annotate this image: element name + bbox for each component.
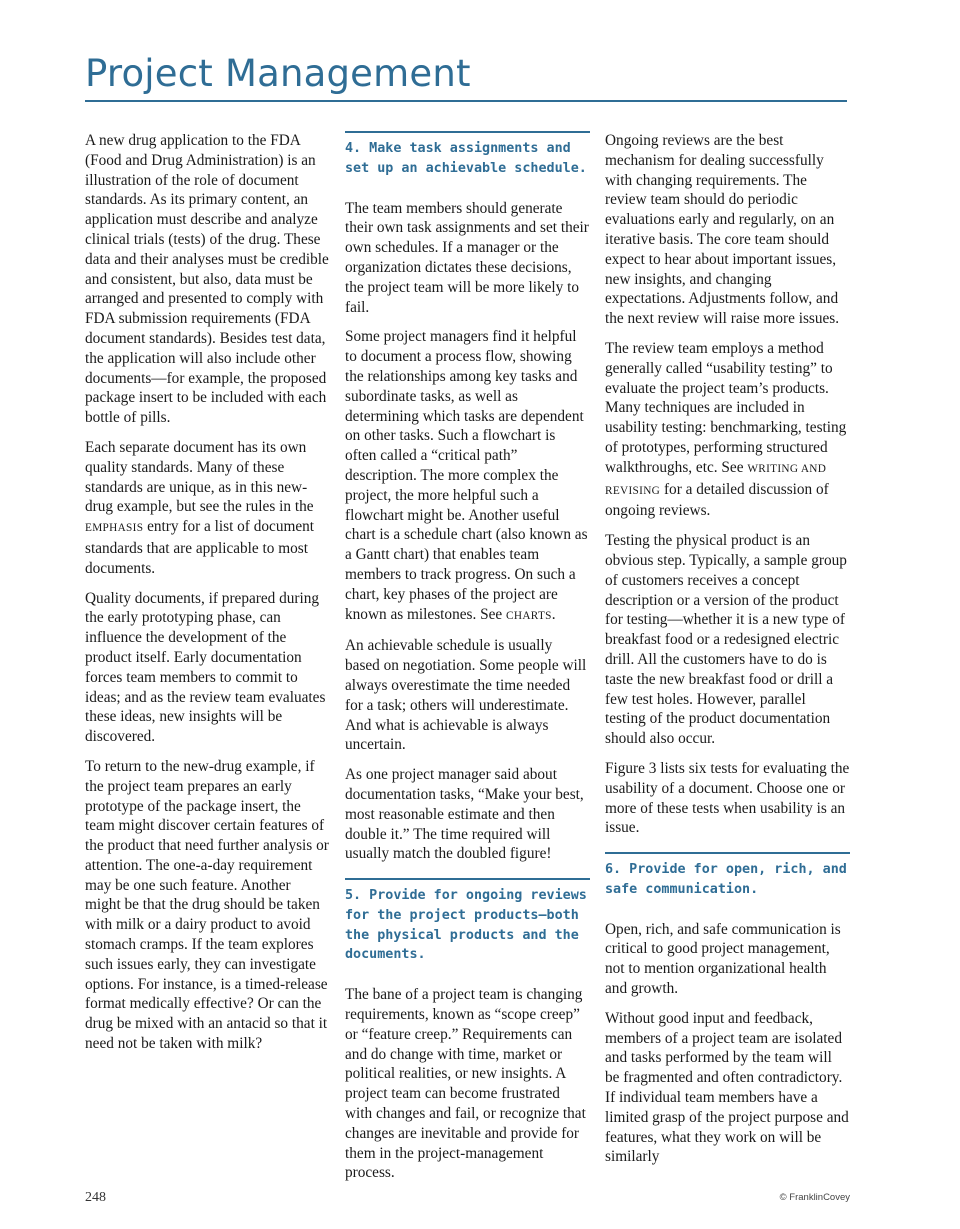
paragraph: An achievable schedule is usually based on negotiation. Some people will always overestimate the time needed for a task; others will underestimate. And what is achievable is always uncertain. <box>345 637 587 754</box>
title-rule <box>85 100 847 102</box>
paragraph: Figure 3 lists six tests for evaluating the usability of a document. Choose one or more of these tests when usability is an issue. <box>605 759 850 837</box>
cross-reference-writing-and-revising: WRITING AND REVISING <box>605 462 827 497</box>
paragraph: A new drug application to the FDA (Food and Drug Administration) is an illustration of the role of document standards. As its primary content, an application must describe and analyze clinical trials (tests) of the drug. These data and their analyses must be credible and consistent, but also, data must be arranged and presented to comply with FDA submission requirements (FDA document standards). Besides test data, the application will also include other documents—for example, the proposed package insert to be included with each bottle of pills. <box>85 132 329 427</box>
paragraph: The bane of a project team is changing requirements, known as “scope creep” or “feature creep.” Requirements can and do change with time, market or political realities, or new insights. A project team can become frustrated with changes and fail, or recognize that changes are inevitable and provide for them in the project-management process. <box>345 986 586 1182</box>
paragraph: Without good input and feedback, members of a project team are isolated and tasks performed by the team will be fragmented and often contradictory. If individual team members have a limited grasp of the project purpose and features, what they work on will be similarly <box>605 1009 849 1166</box>
paragraph-text: for a detailed discussion of ongoing reviews. <box>605 480 829 520</box>
page-title: Project Management <box>85 52 471 95</box>
paragraph: Open, rich, and safe communication is critical to good project management, not to mention organizational health and growth. <box>605 920 841 998</box>
paragraph: Testing the physical product is an obvious step. Typically, a sample group of customers receives a concept description or a version of the product for testing—whether it is a new type of breakfast food or a redesigned electric drill. All the customers have to do is taste the new breakfast food or drill a few test holes. However, parallel testing of the product documentation should also occur. <box>605 532 847 748</box>
section-rule <box>345 878 590 880</box>
paragraph: The team members should generate their own task assignments and set their own schedules. If a manager or the organization dictates these decisions, the project team will be more likely to fail. <box>345 199 589 316</box>
paragraph: To return to the new-drug example, if the project team prepares an early prototype of the package insert, the team might discover certain features of the product that need further analysis or attention. The one-a-day requirement may be one such feature. Another might be that the drug should be taken with milk or a dairy product to avoid stomach cramps. If the team explores such issues early, they can investigate options. For instance, is a timed-release format medically effective? Or can the drug be mixed with an antacid so that it need not be taken with milk? <box>85 757 329 1053</box>
paragraph-text: The review team employs a method generally called “usability testing” to evaluate the project team’s products. Many techniques are included in usability testing: benchmarking, testing of prototypes, performing structured walkthroughs, etc. See <box>605 339 847 476</box>
section-heading-4: 4. Make task assignments and set up an achievable schedule. <box>345 141 587 176</box>
cross-reference-charts: CHARTS <box>506 609 552 622</box>
page-number: 248 <box>85 1190 106 1205</box>
column-1 <box>85 131 330 1064</box>
section-heading-5: 5. Provide for ongoing reviews for the project products—both the physical products and the documents. <box>345 888 587 963</box>
section-heading-6: 6. Provide for open, rich, and safe communication. <box>605 862 847 897</box>
paragraph: As one project manager said about documentation tasks, “Make your best, most reasonable estimate and then double it.” The time required will usually match the doubled figure! <box>345 766 584 863</box>
paragraph: Ongoing reviews are the best mechanism for dealing successfully with changing requirements. The review team should do periodic evaluations early and regularly, on an iterative basis. The core team should expect to hear about important issues, new insights, and changing expectations. Adjustments follow, and the next review will raise more issues. <box>605 132 840 328</box>
paragraph-text: Each separate document has its own quality standards. Many of these standards are unique, as in this new-drug example, but see the rules in the <box>85 438 314 516</box>
section-rule <box>605 852 850 854</box>
paragraph <box>85 438 330 579</box>
paragraph-text: Some project managers find it helpful to document a process flow, showing the relationships among key tasks and subordinate tasks, as well as determining which tasks are dependent on other tasks. Such a flowchart is often called a “critical path” description. The more complex the project, the more helpful such a flowchart might be. Another useful chart is a schedule chart (also known as a Gantt chart) that enables team members to track progress. On such a chart, key phases of the project are known as milestones. See <box>345 328 588 623</box>
paragraph-text: . <box>551 605 556 623</box>
paragraph: Quality documents, if prepared during the early prototyping phase, can influence the development of the product itself. Early documentation forces team members to commit to ideas; and as the review team evaluates these ideas, new insights will be discovered. <box>85 589 326 746</box>
column-3 <box>605 131 850 1177</box>
section-rule <box>345 131 590 133</box>
paragraph <box>605 339 850 521</box>
copyright-notice: © FranklinCovey <box>779 1192 850 1203</box>
cross-reference-emphasis: EMPHASIS <box>85 522 144 535</box>
paragraph <box>345 327 590 626</box>
column-2 <box>345 131 590 1193</box>
paragraph-text: entry for a list of document standards that are applicable to most documents. <box>85 518 315 577</box>
